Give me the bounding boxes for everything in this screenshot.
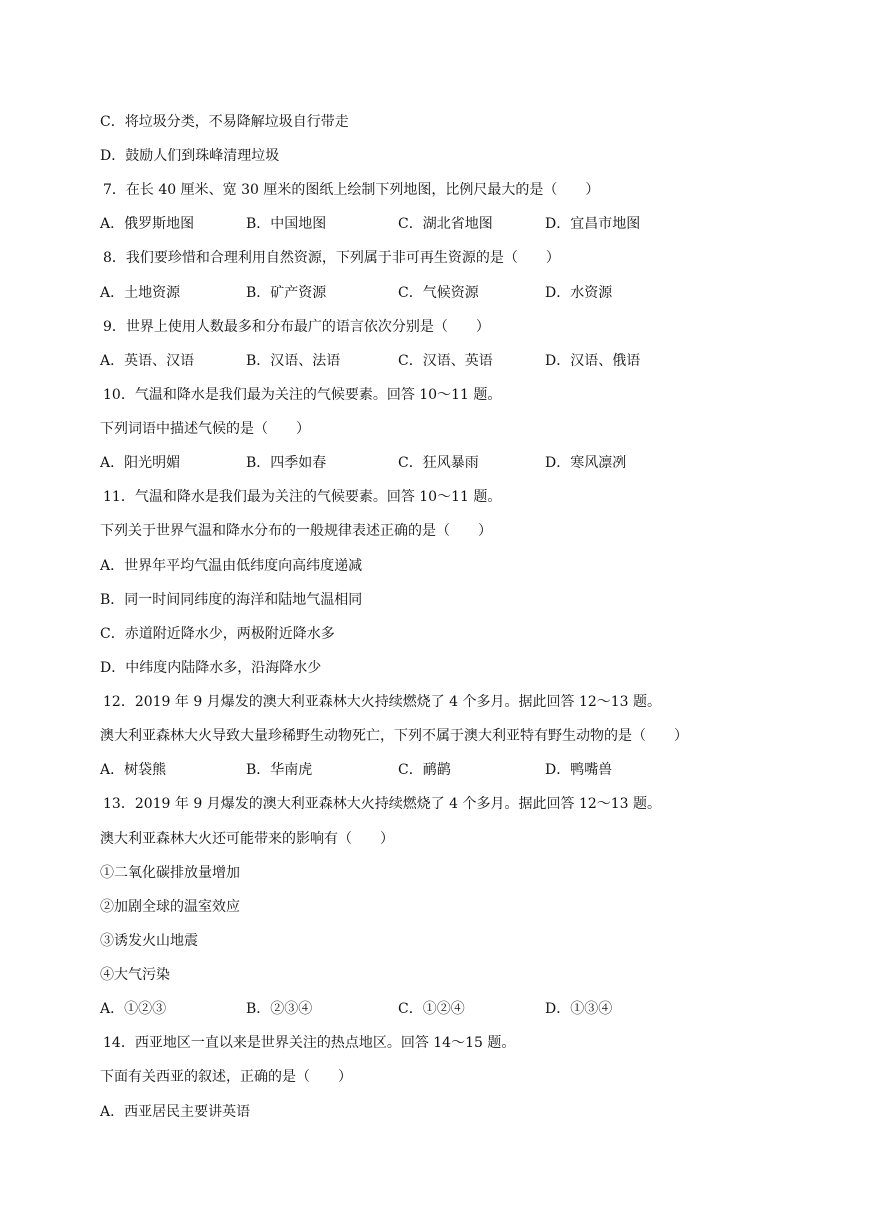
option-b: B．②③④ bbox=[246, 1001, 313, 1017]
option-b: B．同一时间同纬度的海洋和陆地气温相同 bbox=[100, 592, 363, 608]
question-10-options bbox=[100, 454, 740, 472]
option-d: D．寒风凛冽 bbox=[545, 455, 627, 471]
option-c: C．狂风暴雨 bbox=[398, 455, 479, 471]
option-c: C．赤道附近降水少，两极附近降水多 bbox=[100, 626, 335, 642]
option-a: A．英语、汉语 bbox=[100, 353, 195, 369]
option-b: B．华南虎 bbox=[246, 762, 313, 778]
statement-1: ①二氧化碳排放量增加 bbox=[100, 865, 240, 881]
option-c: C．气候资源 bbox=[398, 285, 479, 301]
question-14: 14．西亚地区一直以来是世界关注的热点地区。回答 14～15 题。 bbox=[103, 1035, 516, 1051]
question-8: 8．我们要珍惜和合理利用自然资源，下列属于非可再生资源的是（ ） bbox=[103, 250, 560, 266]
statement-3: ③诱发火山地震 bbox=[100, 933, 198, 949]
question-7: 7．在长 40 厘米、宽 30 厘米的图纸上绘制下列地图，比例尺最大的是（ ） bbox=[103, 182, 600, 198]
option-a: A．树袋熊 bbox=[100, 762, 167, 778]
option-b: B．矿产资源 bbox=[246, 285, 327, 301]
option-d-prev: D．鼓励人们到珠峰清理垃圾 bbox=[100, 148, 280, 164]
option-a: A．俄罗斯地图 bbox=[100, 216, 195, 232]
option-d: D．中纬度内陆降水多，沿海降水少 bbox=[100, 660, 322, 676]
option-a: A．土地资源 bbox=[100, 285, 181, 301]
question-13: 13．2019 年 9 月爆发的澳大利亚森林大火持续燃烧了 4 个多月。据此回答 12～13 题。 bbox=[103, 796, 662, 812]
question-7-options bbox=[100, 215, 740, 233]
option-d: D．汉语、俄语 bbox=[545, 353, 641, 369]
question-9: 9．世界上使用人数最多和分布最广的语言依次分别是（ ） bbox=[103, 319, 490, 335]
option-b: B．四季如春 bbox=[246, 455, 327, 471]
question-10-prompt: 下列词语中描述气候的是（ ） bbox=[100, 421, 310, 437]
option-d: D．鸭嘴兽 bbox=[545, 762, 613, 778]
option-b: B．汉语、法语 bbox=[246, 353, 341, 369]
question-13-options bbox=[100, 1000, 740, 1018]
option-a: A．世界年平均气温由低纬度向高纬度递减 bbox=[100, 558, 363, 574]
option-a: A．西亚居民主要讲英语 bbox=[100, 1104, 251, 1120]
option-a: A．阳光明媚 bbox=[100, 455, 181, 471]
statement-4: ④大气污染 bbox=[100, 967, 170, 983]
question-8-options bbox=[100, 284, 740, 302]
option-d: D．宜昌市地图 bbox=[545, 216, 641, 232]
question-12-options bbox=[100, 761, 740, 779]
question-10: 10．气温和降水是我们最为关注的气候要素。回答 10～11 题。 bbox=[103, 387, 502, 403]
question-12: 12．2019 年 9 月爆发的澳大利亚森林大火持续燃烧了 4 个多月。据此回答 12～13 题。 bbox=[103, 694, 662, 710]
option-c: C．①②④ bbox=[398, 1001, 465, 1017]
question-13-prompt: 澳大利亚森林大火还可能带来的影响有（ ） bbox=[100, 831, 394, 847]
question-14-prompt: 下面有关西亚的叙述，正确的是（ ） bbox=[100, 1069, 352, 1085]
question-11: 11．气温和降水是我们最为关注的气候要素。回答 10～11 题。 bbox=[103, 489, 502, 505]
option-c: C．汉语、英语 bbox=[398, 353, 493, 369]
question-9-options bbox=[100, 352, 740, 370]
option-c: C．湖北省地图 bbox=[398, 216, 493, 232]
option-d: D．①③④ bbox=[545, 1001, 613, 1017]
option-c: C．鸸鹋 bbox=[398, 762, 451, 778]
option-d: D．水资源 bbox=[545, 285, 613, 301]
question-11-prompt: 下列关于世界气温和降水分布的一般规律表述正确的是（ ） bbox=[100, 523, 492, 539]
question-12-prompt: 澳大利亚森林大火导致大量珍稀野生动物死亡，下列不属于澳大利亚特有野生动物的是（ ） bbox=[100, 728, 688, 744]
option-b: B．中国地图 bbox=[246, 216, 327, 232]
option-c-prev: C．将垃圾分类，不易降解垃圾自行带走 bbox=[100, 114, 349, 130]
statement-2: ②加剧全球的温室效应 bbox=[100, 899, 240, 915]
option-a: A．①②③ bbox=[100, 1001, 167, 1017]
